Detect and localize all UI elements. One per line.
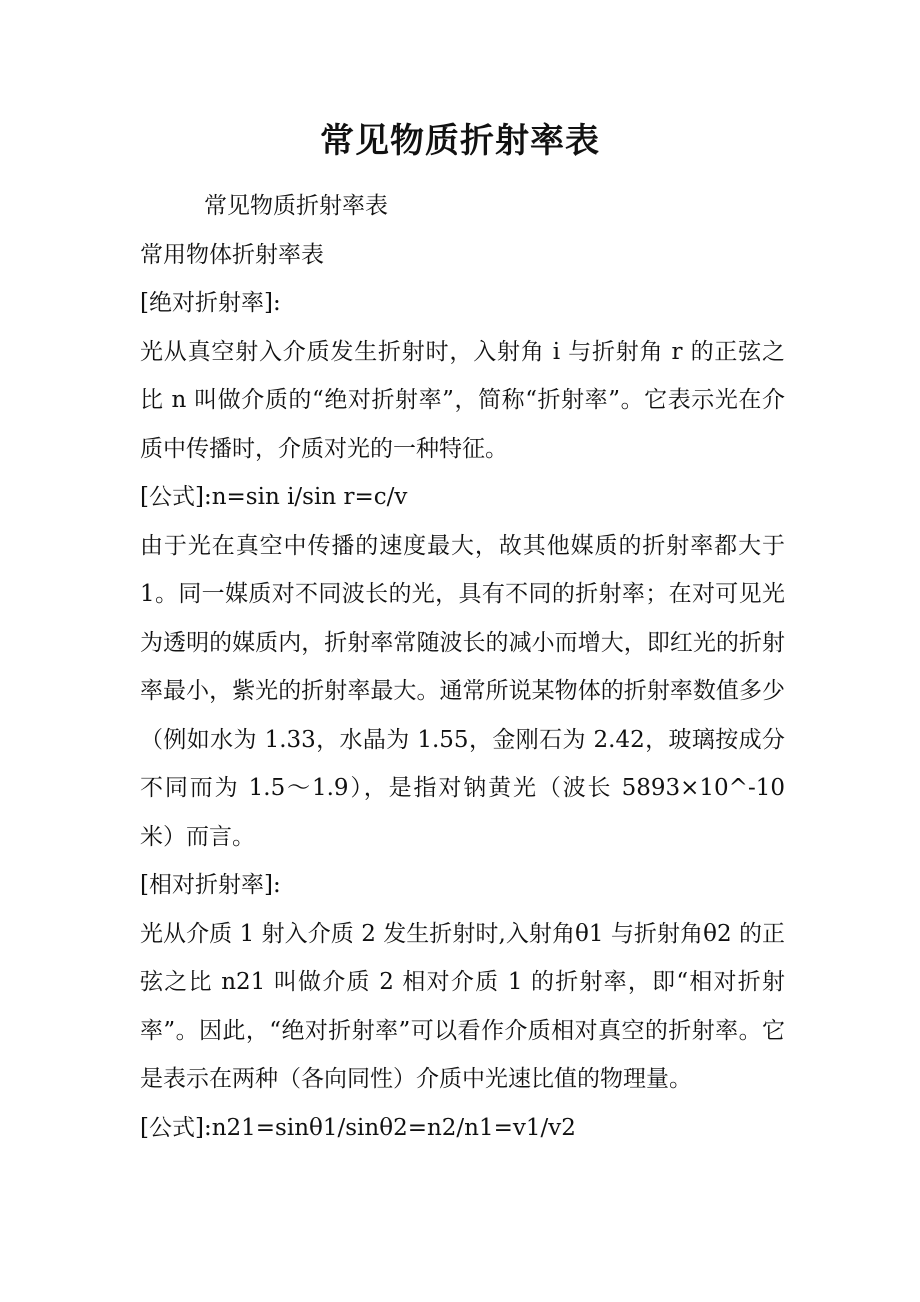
section-heading-relative: [相对折射率]: <box>140 872 281 898</box>
relative-formula: [公式]:n21=sinθ1/sinθ2=n2/n1=v1/v2 <box>140 1114 576 1141</box>
document-title: 常见物质折射率表 <box>320 121 600 161</box>
absolute-index-paragraph: 光从真空射入介质发生折射时，入射角 i 与折射角 r 的正弦之比 n 叫做介质的“绝对折射率”，简称“折射率”。它表示光在介质中传播时，介质对光的一种特征。 <box>140 338 785 462</box>
subtitle-paragraph: 常见物质折射率表 <box>204 193 388 219</box>
absolute-formula: [公式]:n=sin i/sin r=c/v <box>140 484 408 510</box>
relative-index-paragraph: 光从介质 1 射入介质 2 发生折射时,入射角θ1 与折射角θ2 的正弦之比 n21 叫做介质 2 相对介质 1 的折射率，即“相对折射率”。因此，“绝对折射率”可以看作介质相对真空的折射率。它是表示在两种（各向同性）介质中光速比值的物理量。 <box>140 920 785 1092</box>
dispersion-paragraph: 由于光在真空中传播的速度最大，故其他媒质的折射率都大于 1。同一媒质对不同波长的光，具有不同的折射率；在对可见光为透明的媒质内，折射率常随波长的减小而增大，即红光的折射率最小，紫光的折射率最大。通常所说某物体的折射率数值多少（例如水为 1.33，水晶为 1.55，金刚石为 2.42，玻璃按成分不同而为 1.5～1.9），是指对钠黄光（波长 5893×10^-10 米）而言。 <box>140 532 785 850</box>
section-heading-absolute: [绝对折射率]: <box>140 290 281 316</box>
document-body <box>140 182 785 1152</box>
section-heading-common: 常用物体折射率表 <box>140 241 324 268</box>
